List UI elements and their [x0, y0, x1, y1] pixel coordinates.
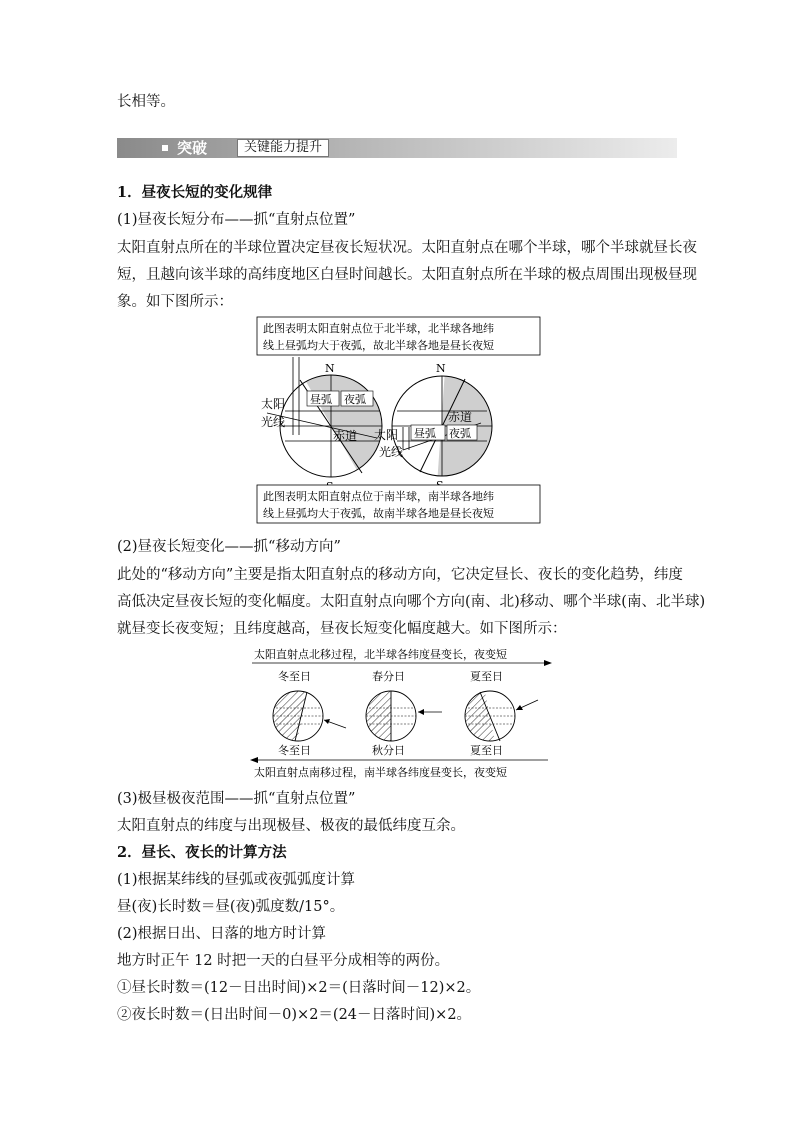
globe-northern-summer — [261, 345, 395, 505]
para-10: 太阳直射点的纬度与出现极昼、极夜的最低纬度互余。 — [117, 818, 465, 834]
para-13: (2)根据日出、日落的地方时计算 — [117, 926, 327, 942]
day-arc-label-2: 昼弧 — [414, 427, 436, 440]
night-arc-label-2: 夜弧 — [449, 427, 471, 440]
bottom-caption-line2: 线上昼弧均大于夜弧，故南半球各地是昼长夜短 — [263, 507, 494, 520]
globe-summer-solstice — [463, 687, 538, 747]
top-label-winter: 冬至日 — [278, 670, 311, 683]
para-16: ②夜长时数＝(日出时间－0)×2＝(24－日落时间)×2。 — [117, 1007, 472, 1023]
para-14: 地方时正午 12 时把一天的白昼平分成相等的两份。 — [117, 953, 450, 969]
sun-label-2: 太阳 — [374, 428, 399, 442]
globe-southern-summer — [374, 362, 495, 492]
equator-label: 赤道 — [333, 429, 358, 443]
para-7: 高低决定昼夜长短的变化幅度。太阳直射点向哪个方向(南、北)移动、哪个半球(南、北半球) — [117, 594, 706, 610]
night-arc-label: 夜弧 — [344, 393, 366, 406]
para-15: ①昼长时数＝(12－日出时间)×2＝(日落时间－12)×2。 — [117, 980, 481, 996]
day-arc-label: 昼弧 — [310, 393, 332, 406]
para-11: (1)根据某纬线的昼弧或夜弧弧度计算 — [117, 872, 356, 888]
bottom-label-autumn: 秋分日 — [372, 744, 405, 757]
top-caption-line1: 此图表明太阳直射点位于北半球，北半球各地纬 — [263, 322, 494, 335]
para-1: (1)昼夜长短分布——抓“直射点位置” — [117, 212, 356, 228]
top-caption-line2: 线上昼弧均大于夜弧，故北半球各地是昼长夜短 — [263, 339, 494, 352]
heading-1: 1．昼夜长短的变化规律 — [117, 184, 273, 201]
bottom-label-winter: 冬至日 — [278, 744, 311, 757]
para-12: 昼(夜)长时数＝昼(夜)弧度数/15°。 — [117, 899, 345, 915]
top-label-summer: 夏至日 — [470, 670, 503, 683]
top-label-spring: 春分日 — [372, 670, 405, 683]
section-banner — [117, 138, 677, 158]
ray-label: 光线 — [261, 415, 286, 429]
text-line-continuation: 长相等。 — [117, 94, 175, 110]
bottom-caption-line1: 此图表明太阳直射点位于南半球，南半球各地纬 — [263, 490, 494, 503]
para-9: (3)极昼极夜范围——抓“直射点位置” — [117, 791, 356, 807]
bottom-label-summer: 夏至日 — [470, 744, 503, 757]
globe-winter-solstice — [268, 687, 346, 747]
para-8: 就昼变长夜变短；且纬度越高，昼夜长短变化幅度越大。如下图所示： — [117, 621, 567, 637]
sun-label: 太阳 — [261, 397, 286, 411]
para-2: 太阳直射点所在的半球位置决定昼夜长短状况。太阳直射点在哪个半球，哪个半球就昼长夜 — [117, 240, 697, 256]
fig2-bottom-caption: 太阳直射点南移过程，南半球各纬度昼变长，夜变短 — [254, 766, 507, 779]
ray-label-2: 光线 — [379, 445, 404, 459]
heading-2: 2．昼长、夜长的计算方法 — [117, 844, 287, 861]
figure-day-night-distribution — [225, 315, 545, 527]
banner-title: 突破 — [177, 139, 208, 157]
globe-equinox — [366, 691, 442, 741]
para-4: 象。如下图所示： — [117, 294, 233, 310]
figure-sun-point-migration — [248, 642, 554, 782]
north-pole-label-2: N — [436, 362, 446, 375]
para-3: 短，且越向该半球的高纬度地区白昼时间越长。太阳直射点所在半球的极点周围出现极昼现 — [117, 267, 697, 283]
para-6: 此处的“移动方向”主要是指太阳直射点的移动方向，它决定昼长、夜长的变化趋势，纬度 — [117, 567, 683, 583]
para-5: (2)昼夜长短变化——抓“移动方向” — [117, 539, 341, 555]
fig2-top-caption: 太阳直射点北移过程，北半球各纬度昼变长，夜变短 — [254, 648, 507, 661]
banner-square-icon — [162, 145, 168, 151]
banner-subtitle: 关键能力提升 — [237, 139, 329, 157]
north-pole-label: N — [325, 362, 335, 375]
equator-label-2: 赤道 — [448, 410, 473, 424]
